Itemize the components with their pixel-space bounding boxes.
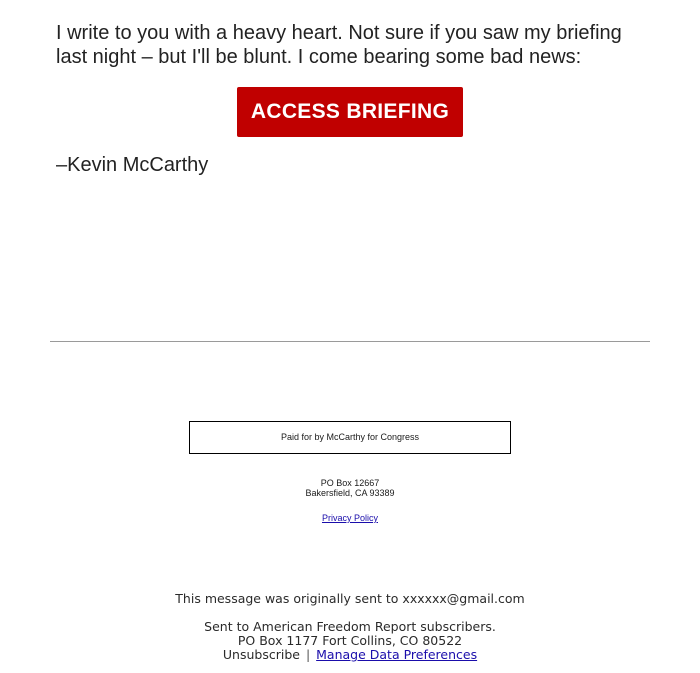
unsubscribe-link[interactable]: Unsubscribe xyxy=(222,647,300,662)
subscriber-notice: Sent to American Freedom Report subscribers. xyxy=(204,619,496,634)
privacy-container xyxy=(0,513,700,523)
address-line-1: PO Box 12667 xyxy=(320,478,380,488)
cta-container xyxy=(56,87,644,137)
privacy-policy-link[interactable]: Privacy Policy xyxy=(321,513,378,523)
access-briefing-button[interactable]: ACCESS BRIEFING xyxy=(237,87,463,137)
paid-for-disclaimer: Paid for by McCarthy for Congress xyxy=(189,421,511,454)
mailing-address xyxy=(0,478,700,498)
email-footer xyxy=(0,592,700,662)
intro-paragraph: I write to you with a heavy heart. Not sure if you saw my briefing last night – but I'll be blunt. I come bearing some bad news: xyxy=(56,22,622,68)
address-line-2: Bakersfield, CA 93389 xyxy=(305,488,395,498)
originally-sent-notice: This message was originally sent to xxxxxx@gmail.com xyxy=(175,591,525,606)
manage-data-preferences-link[interactable]: Manage Data Preferences xyxy=(316,647,478,662)
footer-links xyxy=(0,648,700,662)
link-separator: | xyxy=(305,647,311,662)
signature: –Kevin McCarthy xyxy=(56,154,209,176)
footer-address: PO Box 1177 Fort Collins, CO 80522 xyxy=(237,633,463,648)
email-body xyxy=(56,21,646,137)
divider xyxy=(50,341,650,342)
